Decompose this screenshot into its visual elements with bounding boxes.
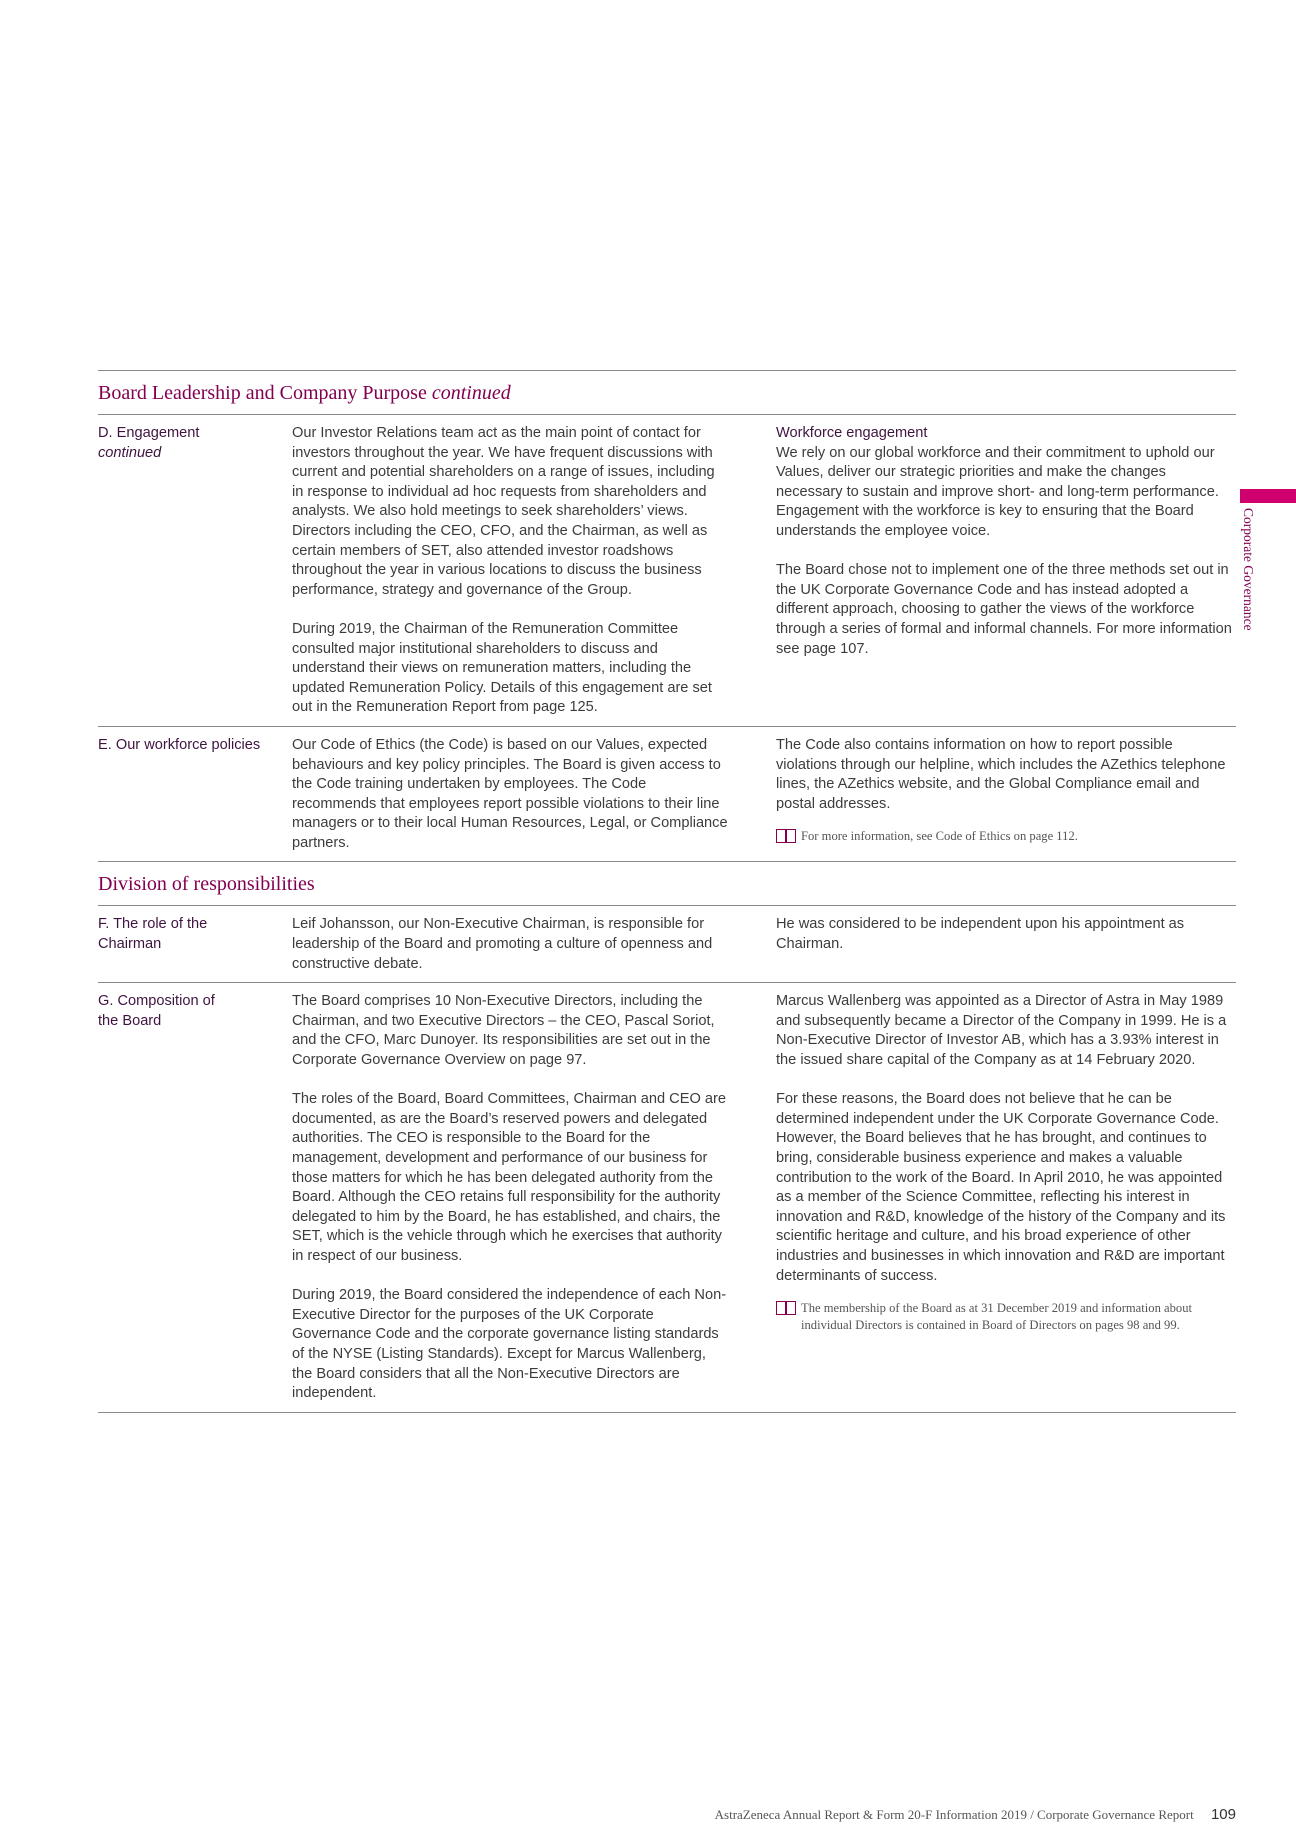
row-label-text: G. Composition of the Board <box>98 993 215 1029</box>
paragraph: The Code also contains information on how to report possible violations through our helpline, which includes the AZethics telephone lines, the AZethics website, and the Global Compliance email and postal addresses. <box>776 736 1226 812</box>
paragraph: For these reasons, the Board does not believe that he can be determined independent under the UK Corporate Governance Code. However, the Board believes that he has brought, and continues to bring, considerable business experience and makes a valuable contribution to the work of the Board. In April 2010, he was appointed as a member of the Science Committee, reflecting his interest in innovation and R&D, knowledge of the history of the Company and its scientific heritage and culture, and his broad experience of other industries and businesses in which innovation and R&D are important determinants of success. <box>776 1091 1226 1284</box>
row-g-composition-of-board <box>98 982 1236 1411</box>
row-middle-column <box>292 736 776 854</box>
section-side-label: Corporate Governance <box>1241 508 1256 631</box>
cross-reference <box>776 828 1236 845</box>
cross-reference-text: The membership of the Board as at 31 December 2019 and information about individual Directors is contained in Board of Directors on pages 98 and 99. <box>801 1301 1192 1333</box>
row-label-text: E. Our workforce policies <box>98 736 261 753</box>
cross-reference <box>776 1300 1236 1334</box>
paragraph: The Board chose not to implement one of the three methods set out in the UK Corporate Governance Code and has instead adopted a different approach, choosing to gather the views of the workforce through a series of formal and informal channels. For more information see page 107. <box>776 562 1232 657</box>
cross-reference-text: For more information, see Code of Ethics on page 112. <box>801 829 1078 844</box>
section-tab-marker <box>1240 489 1296 503</box>
sub-heading-workforce-engagement: Workforce engagement <box>776 425 928 441</box>
bottom-rule <box>98 1412 1236 1413</box>
paragraph: Marcus Wallenberg was appointed as a Director of Astra in May 1989 and subsequently became a Director of the Company in 1999. He is a Non-Executive Director of Investor AB, which has a 3.93% interest in the issued share capital of the Company as at 14 February 2020. <box>776 993 1227 1069</box>
row-label-suffix: continued <box>98 444 162 461</box>
row-right-column <box>776 736 1236 854</box>
row-middle-column <box>292 915 776 974</box>
book-icon <box>776 829 796 843</box>
paragraph: During 2019, the Chairman of the Remuneration Committee consulted major institutional shareholders to discuss and understand their views on remuneration matters, including the updated Remuneration Policy. Details of this engagement are set out in the Remuneration Report from page 125. <box>292 620 712 716</box>
row-right-column <box>776 915 1236 974</box>
section-title-division-of-responsibilities <box>98 862 1236 905</box>
paragraph: The roles of the Board, Board Committees, Chairman and CEO are documented, as are the Board’s reserved powers and delegated authorities. The CEO is responsible to the Board for the management, development and performance of our business for those matters for which he has been delegated authority from the Board. Although the CEO retains full responsibility for the authority delegated to him by the Board, he has established, and chairs, the SET, which is the vehicle through which he exercises that authority in respect of our business. <box>292 1091 726 1264</box>
page-number: 109 <box>1210 1806 1236 1823</box>
book-icon <box>776 1301 796 1315</box>
row-right-column <box>776 424 1236 718</box>
paragraph: He was considered to be independent upon his appointment as Chairman. <box>776 916 1185 953</box>
row-label <box>98 736 292 854</box>
row-right-column <box>776 992 1236 1403</box>
paragraph: Our Investor Relations team act as the main point of contact for investors throughout the year. We have frequent discussions with current and potential shareholders on a range of issues, including in response to individual ad hoc requests from shareholders and analysts. We also hold meetings to seek shareholders’ views. Directors including the CEO, CFO, and the Chairman, as well as certain members of SET, also attended investor roadshows throughout the year in various locations to discuss the business performance, strategy and governance of the Group. <box>292 425 715 598</box>
paragraph: We rely on our global workforce and their commitment to uphold our Values, deliver our strategic priorities and make the changes necessary to sustain and improve short- and long-term performance. Engagement with the workforce is key to ensuring that the Board understands the employee voice. <box>776 444 1219 539</box>
section-title-suffix: continued <box>431 382 511 404</box>
row-d-engagement <box>98 414 1236 726</box>
paragraph: During 2019, the Board considered the independence of each Non-Executive Director for the purposes of the UK Corporate Governance Code and the corporate governance listing standards of the NYSE (Listing Standards). Except for Marcus Wallenberg, the Board considers that all the Non-Executive Directors are independent. <box>292 1287 727 1402</box>
page-footer <box>715 1806 1236 1823</box>
paragraph: Leif Johansson, our Non-Executive Chairman, is responsible for leadership of the Board and promoting a culture of openness and constructive debate. <box>292 916 713 972</box>
footer-text: AstraZeneca Annual Report & Form 20-F Information 2019 / Corporate Governance Report <box>714 1807 1194 1822</box>
row-f-role-of-chairman <box>98 905 1236 982</box>
row-label <box>98 424 292 718</box>
row-label <box>98 915 292 974</box>
paragraph: Our Code of Ethics (the Code) is based on our Values, expected behaviours and key policy principles. The Board is given access to the Code training undertaken by employees. The Code recommends that employees report possible violations to their line managers or to their local Human Resources, Legal, or Compliance partners. <box>292 736 728 851</box>
section-title-board-leadership <box>98 371 1236 414</box>
row-e-workforce-policies <box>98 726 1236 862</box>
row-label <box>98 992 292 1403</box>
paragraph: The Board comprises 10 Non-Executive Directors, including the Chairman, and two Executive Directors – the CEO, Pascal Soriot, and the CFO, Marc Dunoyer. Its responsibilities are set out in the Corporate Governance Overview on page 97. <box>292 993 715 1069</box>
section-title-text: Division of responsibilities <box>98 873 315 896</box>
section-title-text: Board Leadership and Company Purpose <box>98 382 427 404</box>
governance-page <box>98 370 1236 1413</box>
row-middle-column <box>292 992 776 1403</box>
row-label-text: D. Engagement <box>98 425 200 441</box>
row-middle-column <box>292 424 776 718</box>
row-label-text: F. The role of the Chairman <box>98 916 208 953</box>
